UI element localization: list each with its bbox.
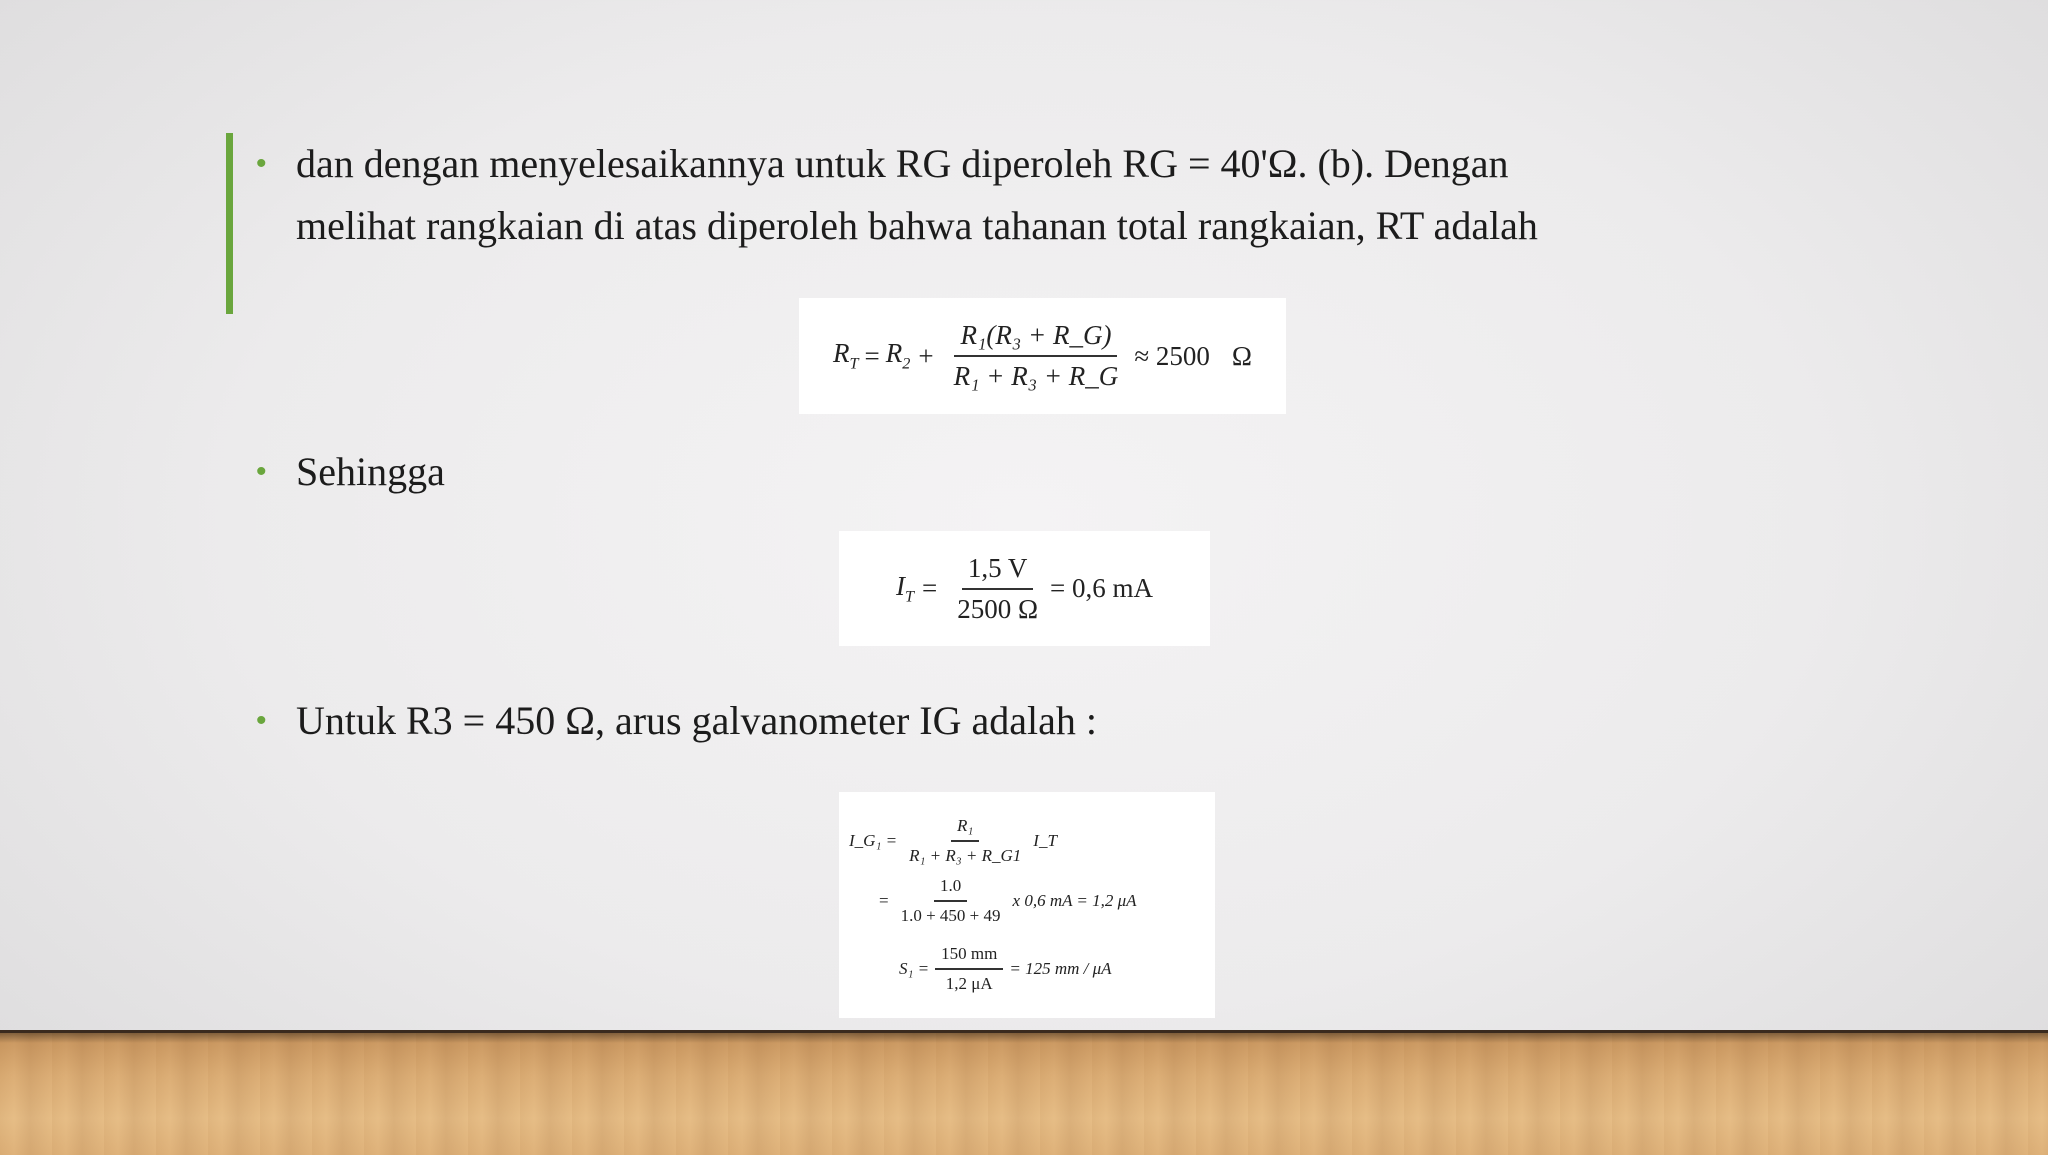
eq2-denominator: 2500 Ω <box>957 593 1039 624</box>
eq1-denominator: R₁ + R₃ + R_G <box>953 361 1119 391</box>
eq3-line3-numerator: 150 mm <box>935 944 1003 970</box>
eq3-line2-numerator: 1.0 <box>934 876 967 902</box>
bullet-1 <box>256 133 1538 257</box>
eq1-unit: Ω <box>1231 340 1252 371</box>
eq3-line1-numerator: R₁ <box>951 816 979 842</box>
eq3-line3-denominator: 1,2 μA <box>945 974 993 993</box>
eq3-line3-lhs: S₁ = <box>899 959 930 978</box>
eq1-r2: $R_2$ <box>885 338 911 373</box>
eq2-numerator: 1,5 V <box>962 553 1034 590</box>
bullet-dot-icon: • <box>256 704 267 737</box>
eq1-numerator: R₁(R₃ + R_G) <box>954 320 1117 357</box>
equation-ig <box>839 792 1215 1018</box>
eq1-lhs: $R_T$ <box>833 338 859 373</box>
eq3-line2-equals: = <box>879 891 889 910</box>
bullet-2-text: Sehingga <box>296 449 445 494</box>
eq1-equals: = <box>864 340 880 371</box>
eq2-fraction <box>951 553 1044 625</box>
bullet-3 <box>256 690 1097 752</box>
wood-floor-background <box>0 1030 2048 1155</box>
eq3-line3-fraction <box>935 944 1003 994</box>
bullet-1-line-2: melihat rangkaian di atas diperoleh bahwa tahanan total rangkaian, RT adalah <box>296 203 1538 248</box>
eq2-lhs: $I_T$ <box>895 570 914 606</box>
equation-it <box>839 531 1210 646</box>
eq3-line1-denominator: R₁ + R₃ + R_G1 <box>909 846 1022 865</box>
accent-bar <box>226 133 233 314</box>
eq3-line1-fraction <box>903 816 1027 866</box>
bullet-1-text <box>296 133 1538 257</box>
eq3-line3-tail: = 125 mm / μA <box>1009 959 1112 978</box>
eq3-line2-tail: x 0,6 mA = 1,2 μA <box>1012 891 1137 910</box>
eq3-line1-tail: I_T <box>1033 831 1057 850</box>
bullet-1-line-1: dan dengan menyelesaikannya untuk RG diperoleh RG = 40'Ω. (b). Dengan <box>296 141 1509 186</box>
eq3-line-3 <box>849 944 1112 994</box>
bullet-dot-icon: • <box>256 455 267 488</box>
bullet-3-text: Untuk R3 = 450 Ω, arus galvanometer IG adalah : <box>296 698 1097 743</box>
eq3-line2-denominator: 1.0 + 450 + 49 <box>900 906 1001 925</box>
eq3-line2-fraction <box>895 876 1007 926</box>
eq3-line1-lhs: I_G₁ = <box>849 831 898 850</box>
floor-shadow <box>0 1033 2048 1043</box>
eq3-line-1 <box>849 816 1057 866</box>
eq2-equals: = <box>921 573 938 603</box>
eq1-plus: + <box>918 340 934 371</box>
bullet-dot-icon: • <box>256 147 267 180</box>
eq3-line-2 <box>849 876 1137 926</box>
bullet-2 <box>256 441 445 503</box>
eq1-fraction <box>948 320 1125 392</box>
eq2-result: = 0,6 mA <box>1050 573 1154 603</box>
equation-rt <box>799 298 1286 414</box>
eq1-approx: ≈ 2500 <box>1134 340 1210 371</box>
